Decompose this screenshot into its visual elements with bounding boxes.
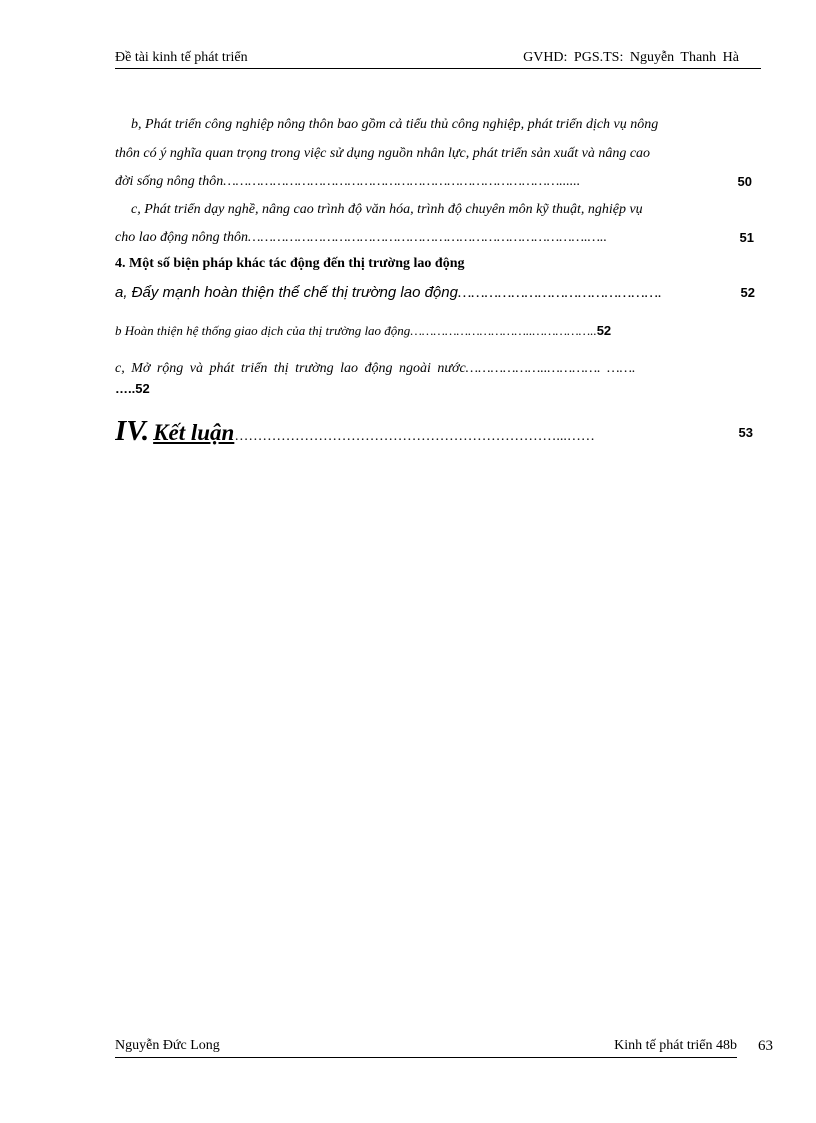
toc-b-line-3 — [115, 173, 757, 191]
toc-c-line-2 — [115, 229, 757, 247]
toc-b-text: đời sống nông thôn — [115, 174, 224, 189]
page-footer — [115, 1038, 737, 1058]
page-number: 63 — [758, 1038, 773, 1054]
conclusion-leader-dots: ……………………………………………………………...…… — [234, 429, 595, 444]
toc-4c-continuation — [115, 380, 757, 399]
toc-b-page: 50 — [737, 174, 752, 189]
toc-4c-text: c, Mở rộng và phát triển thị trường lao động ngoài nước — [115, 361, 466, 376]
section-4-heading: 4. Một số biện pháp khác tác động đến thị trường lao động — [115, 256, 465, 271]
toc-4a-page: 52 — [740, 285, 755, 300]
toc-c-page: 51 — [739, 230, 754, 245]
toc-4c-page: …..52 — [115, 381, 150, 396]
toc-4b-line — [115, 322, 757, 340]
toc-4a-text: a, Đẩy mạnh hoàn thiện thể chế thị trường lao động — [115, 284, 458, 301]
header-topic: Đề tài kinh tế phát triển — [115, 50, 248, 65]
toc-4a-line — [115, 283, 757, 303]
toc-4c-leader-dots: ………………..…………. ……. — [465, 361, 636, 376]
footer-class: Kinh tế phát triển 48b — [614, 1038, 737, 1053]
toc-4a-leader-dots: ………………………………………. — [457, 285, 662, 301]
header-supervisor: GVHD: PGS.TS: Nguyễn Thanh Hà — [523, 50, 739, 65]
toc-b-leader-dots: ………………………………………………………………………...... — [223, 174, 581, 189]
conclusion-page: 53 — [738, 425, 753, 440]
toc-4b-page: 52 — [596, 323, 612, 338]
page-header — [115, 50, 761, 69]
conclusion-roman-numeral: IV. — [115, 415, 150, 447]
toc-4b-text: b Hoàn thiện hệ thống giao dịch của thị trường lao động — [115, 323, 411, 338]
toc-c-text: cho lao động nông thôn — [115, 230, 248, 245]
footer-author: Nguyễn Đức Long — [115, 1038, 220, 1053]
toc-4b-leader-dots: …………………………..…………….. — [410, 323, 597, 338]
toc-b-line-2: thôn có ý nghĩa quan trọng trong việc sử dụng nguồn nhân lực, phát triển sản xuất và nâng cao — [115, 146, 651, 161]
conclusion-title: Kết luận — [153, 420, 235, 445]
toc-c-line-1: c, Phát triển dạy nghề, nâng cao trình độ văn hóa, trình độ chuyên môn kỹ thuật, nghiệp vụ — [131, 202, 643, 217]
toc-conclusion-line — [115, 415, 755, 448]
toc-4c-line — [115, 360, 757, 378]
toc-c-leader-dots: ……………………………………………………………………….….. — [248, 230, 608, 245]
toc-b-line-1: b, Phát triển công nghiệp nông thôn bao gồm cả tiểu thủ công nghiệp, phát triển dịch vụ nông — [131, 117, 659, 132]
